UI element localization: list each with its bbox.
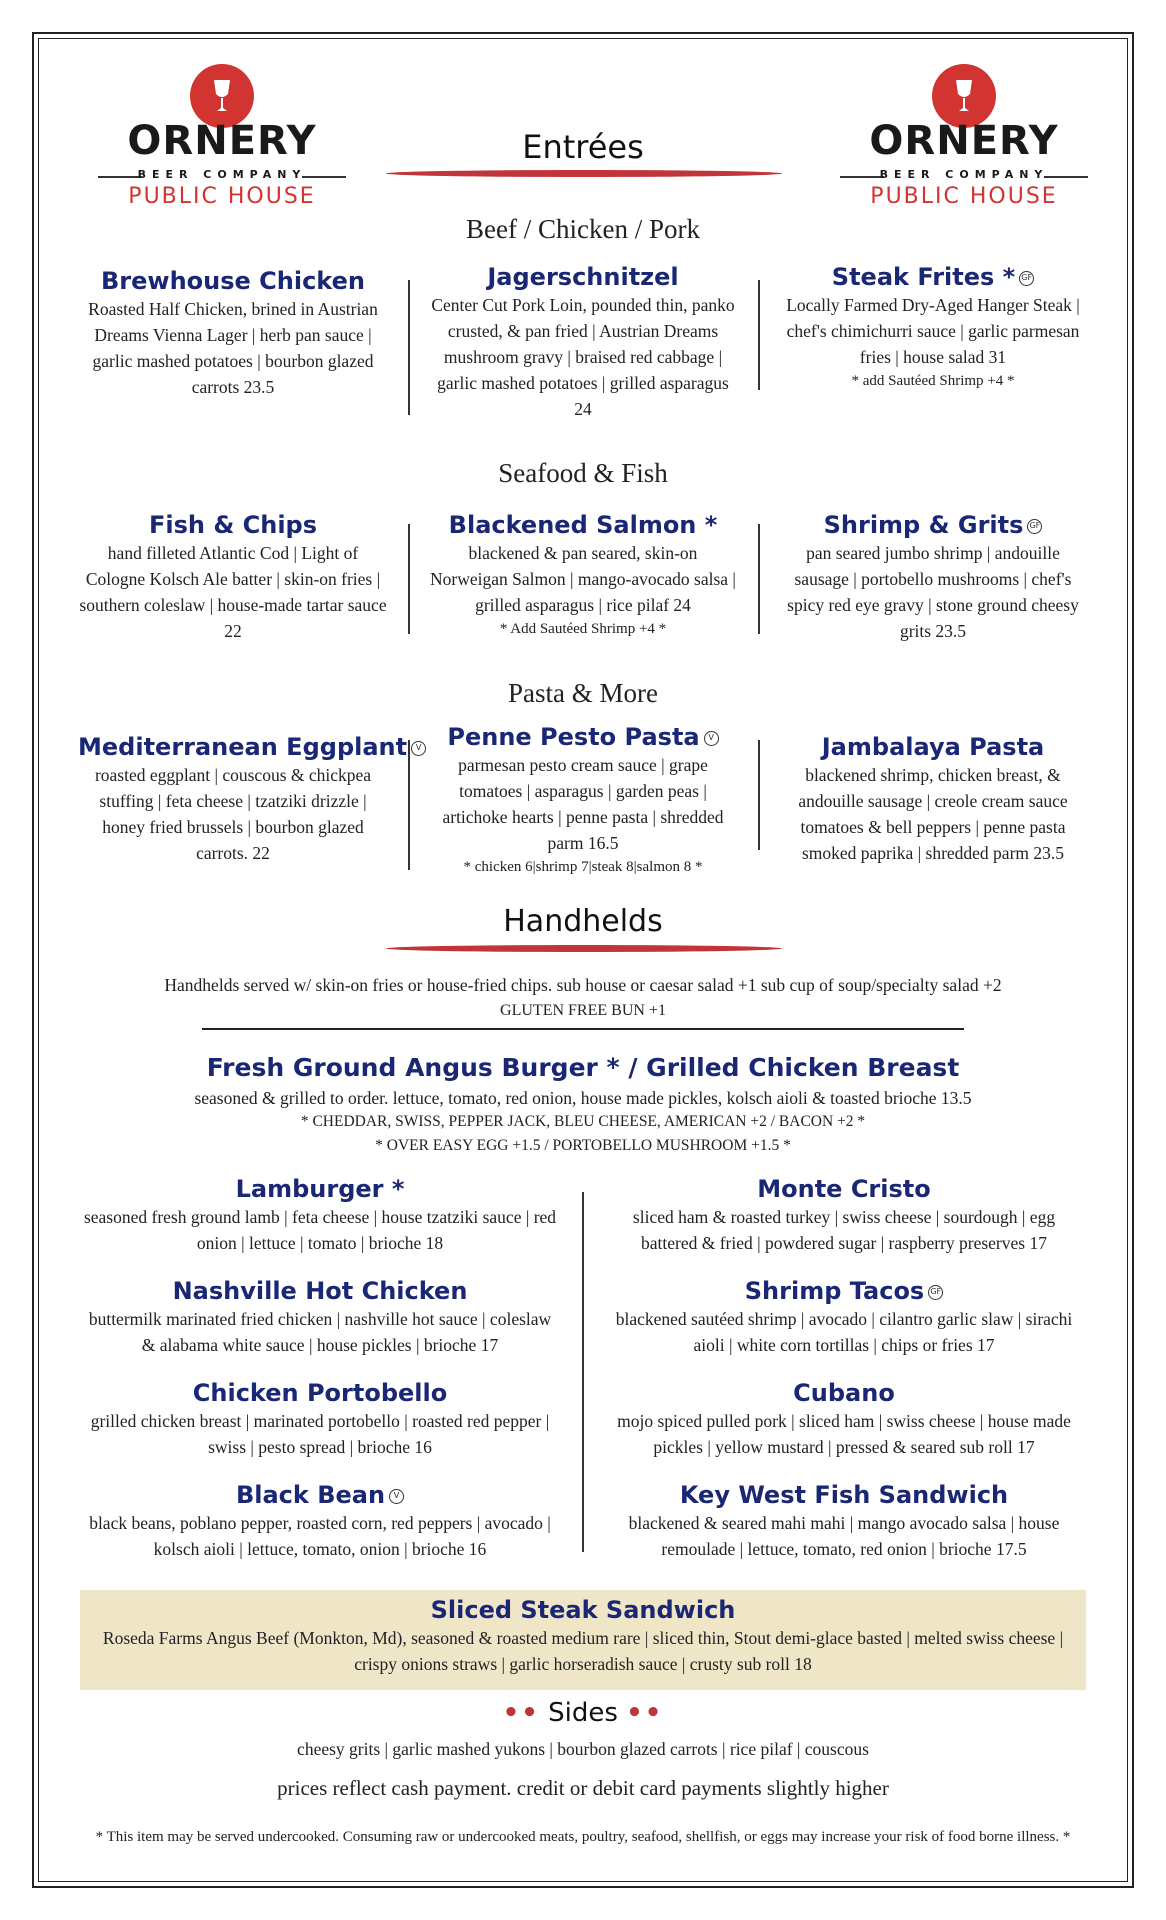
dish-name: Lamburger *: [235, 1175, 405, 1203]
menu-item: [78, 266, 388, 400]
dish-description: parmesan pesto cream sauce | grape tomatoes | asparagus | garden peas | artichoke hearts | penne pasta | shredded parm 16.5: [442, 755, 724, 853]
dish-description: blackened & pan seared, skin-on Norweigan Salmon | mango-avocado salsa | grilled asparagus | rice pilaf 24: [430, 543, 736, 615]
dish-name: Chicken Portobello: [192, 1379, 448, 1407]
sides-list: cheesy grits | garlic mashed yukons | bourbon glazed carrots | rice pilaf | couscous: [297, 1739, 869, 1759]
dish-description: pan seared jumbo shrimp | andouille sausage | portobello mushrooms | chef's spicy red eye gravy | stone ground cheesy grits 23.5: [787, 543, 1079, 641]
dish-name: Brewhouse Chicken: [101, 267, 365, 295]
dish-name-text: Shrimp Tacos: [744, 1277, 925, 1305]
dish-name-text: Mediterranean Eggplant: [78, 733, 408, 761]
dish-name: Blackened Salmon *: [448, 511, 718, 539]
menu-item: [778, 732, 1088, 866]
dish-name: Fish & Chips: [148, 511, 318, 539]
dish-name: Key West Fish Sandwich: [679, 1481, 1009, 1509]
dish-name-text: Black Bean: [235, 1481, 386, 1509]
menu-item: [604, 1480, 1084, 1562]
dish-description: grilled chicken breast | marinated portobello | roasted red pepper | swiss | pesto spread | brioche 16: [90, 1411, 550, 1457]
beer-glass-icon: [212, 78, 232, 114]
column-divider: [758, 280, 760, 390]
sides-title: Sides: [548, 1698, 618, 1728]
gluten-free-icon: GF: [1027, 519, 1042, 534]
logo-left: [92, 64, 352, 224]
dish-description: roasted eggplant | couscous & chickpea stuffing | feta cheese | tzatziki drizzle | honey fried brussels | bourbon glazed carrots. 22: [94, 765, 372, 863]
feature-dish-name: Fresh Ground Angus Burger * / Grilled Chicken Breast: [206, 1053, 960, 1082]
logo-subtitle: BEER COMPANY: [137, 168, 307, 181]
vegetarian-icon: V: [411, 741, 426, 756]
dish-description: sliced ham & roasted turkey | swiss cheese | sourdough | egg battered & fried | powdered sugar | raspberry preserves 17: [632, 1207, 1056, 1253]
feature-addons: * OVER EASY EGG +1.5 / PORTOBELLO MUSHROOM +1.5 *: [375, 1137, 791, 1154]
feature-addons: * CHEDDAR, SWISS, PEPPER JACK, BLEU CHEESE, AMERICAN +2 / BACON +2 *: [300, 1113, 866, 1130]
menu-item: [428, 722, 738, 878]
dish-name: [778, 262, 1088, 292]
menu-item: [428, 510, 738, 640]
dish-name: [78, 732, 422, 762]
gluten-free-bun: GLUTEN FREE BUN +1: [500, 1002, 666, 1019]
column-divider: [758, 524, 760, 634]
column-divider: [408, 740, 410, 870]
dish-description: hand filleted Atlantic Cod | Light of Cologne Kolsch Ale batter | skin-on fries | southern coleslaw | house-made tartar sauce 22: [79, 543, 387, 641]
decorative-dots: ••: [626, 1698, 664, 1728]
dish-description: buttermilk marinated fried chicken | nashville hot sauce | coleslaw & alabama white sauce | house pickles | brioche 17: [88, 1309, 552, 1355]
dish-description: seasoned fresh ground lamb | feta cheese | house tzatziki sauce | red onion | lettuce | tomato | brioche 18: [83, 1207, 557, 1253]
dish-name: Cubano: [793, 1379, 895, 1407]
logo-brand-name: ORNERY: [869, 118, 1059, 164]
dish-description: black beans, poblano pepper, roasted corn, red peppers | avocado | kolsch aioli | lettuce, tomato, onion | brioche 16: [89, 1513, 551, 1559]
dish-name: Monte Cristo: [757, 1175, 931, 1203]
logo-right: [834, 64, 1094, 224]
dish-description: blackened & seared mahi mahi | mango avocado salsa | house remoulade | lettuce, tomato, red onion | brioche 17.5: [628, 1513, 1060, 1559]
menu-item: [778, 262, 1088, 392]
dish-name: [778, 510, 1088, 540]
dish-name-text: Penne Pesto Pasta: [447, 723, 700, 751]
dish-name: Nashville Hot Chicken: [172, 1277, 468, 1305]
dish-name-text: Steak Frites *: [831, 263, 1016, 291]
dish-name: [604, 1276, 1084, 1306]
dish-description: Roasted Half Chicken, brined in Austrian Dreams Vienna Lager | herb pan sauce | garlic mashed potatoes | bourbon glazed carrots 23.5: [88, 299, 378, 397]
dish-name: [428, 722, 738, 752]
dish-note: * add Sautéed Shrimp +4 *: [851, 373, 1015, 389]
menu-item: [428, 262, 738, 422]
column-divider: [408, 280, 410, 415]
menu-item: [78, 510, 388, 644]
dish-description: Center Cut Pork Loin, pounded thin, panko crusted, & pan fried | Austrian Dreams mushroom gravy | braised red cabbage | garlic mashed potatoes | grilled asparagus 24: [431, 295, 735, 419]
feature-dish-description: seasoned & grilled to order. lettuce, tomato, red onion, house made pickles, kolsch aioli & toasted brioche 13.5: [194, 1088, 972, 1108]
menu-item: [80, 1276, 560, 1358]
menu-item: [604, 1174, 1084, 1256]
category-title: Seafood & Fish: [498, 458, 668, 488]
column-divider: [408, 524, 410, 634]
menu-item: [604, 1276, 1084, 1358]
dish-name: [80, 1480, 560, 1510]
dish-description: blackened shrimp, chicken breast, & andouille sausage | creole cream sauce tomatoes & bell peppers | penne pasta smoked paprika | shredded parm 23.5: [798, 765, 1068, 863]
section-divider: [202, 1028, 964, 1030]
category-title: Pasta & More: [508, 678, 658, 708]
dish-name: Jambalaya Pasta: [821, 733, 1045, 761]
menu-item: [778, 510, 1088, 644]
column-divider: [758, 740, 760, 850]
entrees-title: Entrées: [522, 128, 644, 166]
category-title: Beef / Chicken / Pork: [466, 214, 700, 244]
menu-item: [78, 732, 422, 866]
title-brushstroke: [386, 170, 782, 177]
decorative-dots: ••: [502, 1698, 540, 1728]
menu-item: [80, 1480, 560, 1562]
special-dish-description: Roseda Farms Angus Beef (Monkton, Md), seasoned & roasted medium rare | sliced thin, Stout demi-glace basted | melted swiss cheese | crispy onions straws | garlic horseradish sauce | crusty sub roll 18: [102, 1628, 1064, 1674]
handhelds-title: Handhelds: [503, 904, 663, 939]
dish-description: blackened sautéed shrimp | avocado | cilantro garlic slaw | sirachi aioli | white corn tortillas | chips or fries 17: [615, 1309, 1073, 1355]
sides-header: [60, 1698, 1106, 1728]
menu-item: [80, 1174, 560, 1256]
logo-tagline: PUBLIC HOUSE: [128, 184, 316, 209]
handhelds-intro: Handhelds served w/ skin-on fries or house-fried chips. sub house or caesar salad +1 sub cup of soup/specialty salad +2: [164, 975, 1002, 995]
dish-name-text: Shrimp & Grits: [823, 511, 1024, 539]
logo-subtitle: BEER COMPANY: [879, 168, 1049, 181]
dish-name: Jagerschnitzel: [487, 263, 679, 291]
title-brushstroke: [386, 945, 782, 952]
dish-description: mojo spiced pulled pork | sliced ham | swiss cheese | house made pickles | yellow mustard | pressed & seared sub roll 17: [617, 1411, 1071, 1457]
menu-item: [80, 1378, 560, 1460]
logo-brand-name: ORNERY: [127, 118, 317, 164]
dish-note: * Add Sautéed Shrimp +4 *: [499, 621, 667, 637]
vegetarian-icon: V: [389, 1489, 404, 1504]
menu-item: [604, 1378, 1084, 1460]
special-dish-name: Sliced Steak Sandwich: [430, 1596, 736, 1624]
disclaimer: * This item may be served undercooked. Consuming raw or undercooked meats, poultry, seafood, shellfish, or eggs may increase your risk of food borne illness. *: [95, 1829, 1071, 1845]
dish-description: Locally Farmed Dry-Aged Hanger Steak | chef's chimichurri sauce | garlic parmesan fries | house salad 31: [786, 295, 1080, 367]
gluten-free-icon: GF: [928, 1285, 943, 1300]
dish-note: * chicken 6|shrimp 7|steak 8|salmon 8 *: [463, 859, 703, 875]
column-divider: [582, 1192, 584, 1552]
pricing-notice: prices reflect cash payment. credit or debit card payments slightly higher: [277, 1776, 889, 1800]
gluten-free-icon: GF: [1019, 271, 1034, 286]
beer-glass-icon: [954, 78, 974, 114]
logo-tagline: PUBLIC HOUSE: [870, 184, 1058, 209]
vegetarian-icon: V: [704, 731, 719, 746]
